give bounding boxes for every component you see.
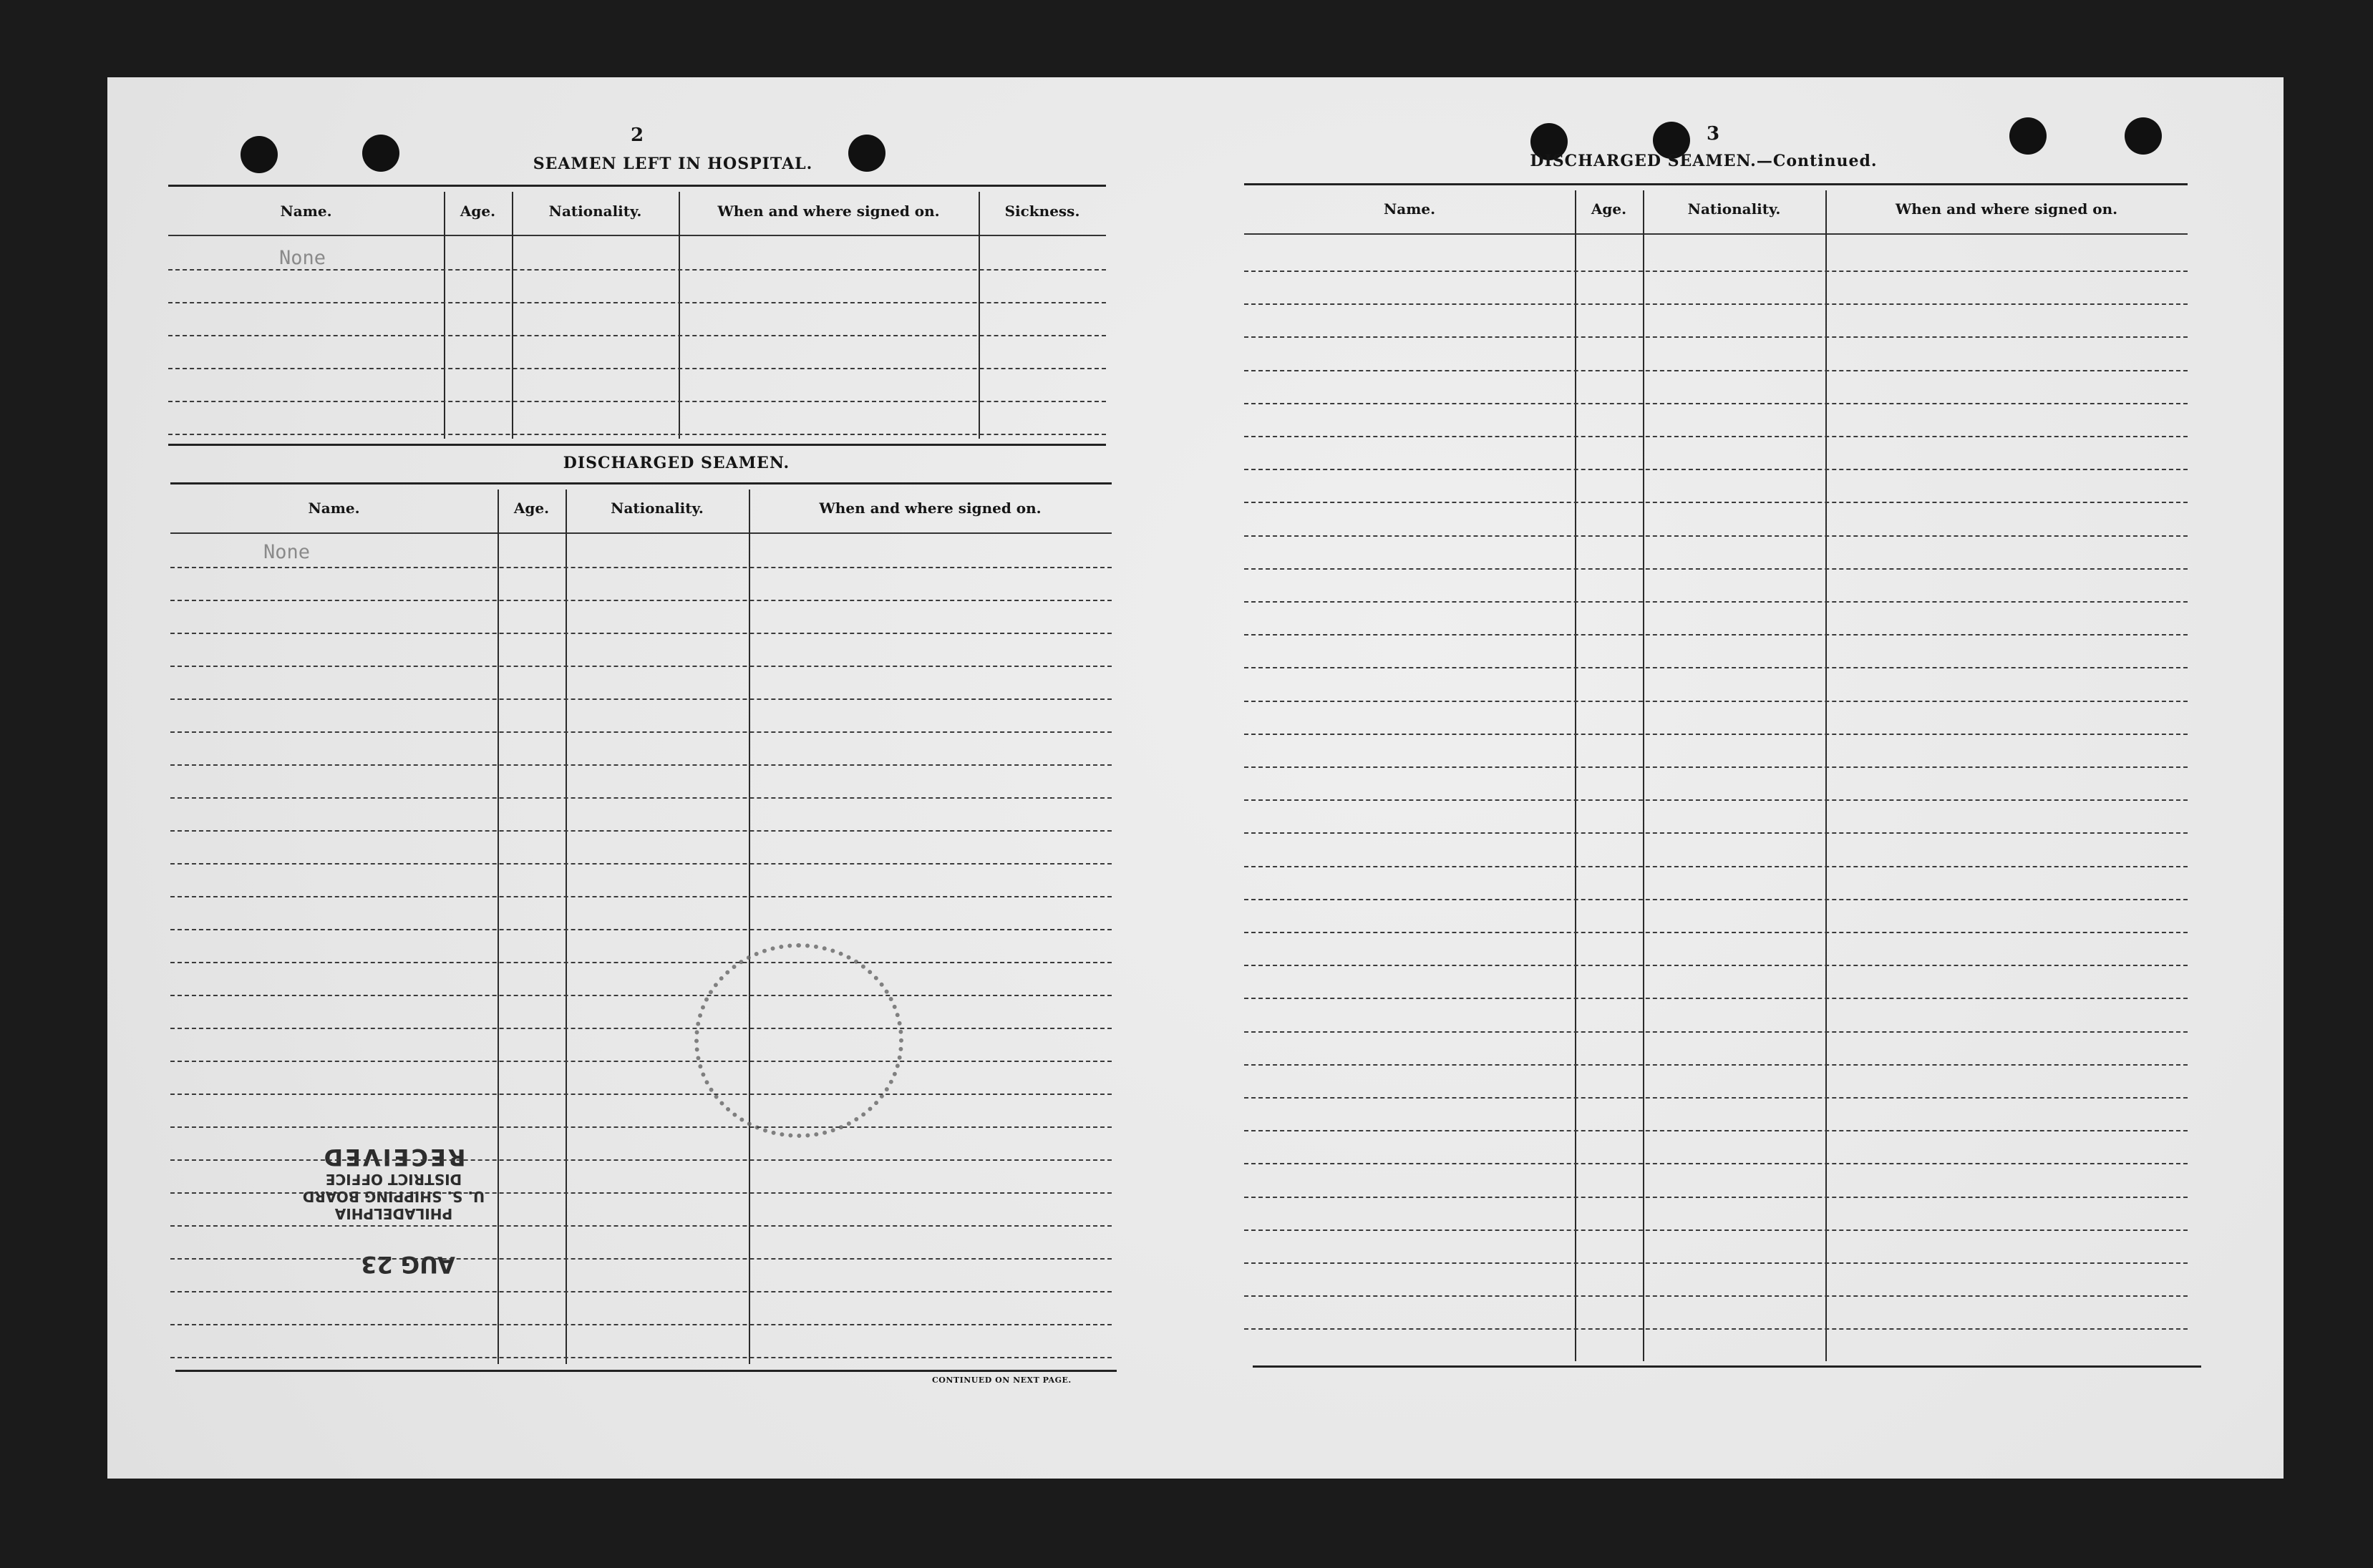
ruled-row-line bbox=[170, 797, 1112, 799]
ruled-row-line bbox=[170, 1061, 1112, 1062]
ruled-row-line bbox=[170, 1324, 1112, 1325]
ruled-row-line bbox=[170, 863, 1112, 865]
right-top-rule bbox=[1244, 183, 2188, 185]
stamp-line: RECEIVED bbox=[321, 1144, 466, 1171]
ruled-row-line bbox=[1244, 965, 2188, 966]
ruled-row-line bbox=[168, 434, 1106, 435]
ruled-row-line bbox=[170, 1126, 1112, 1128]
discharged-top-rule bbox=[170, 482, 1112, 484]
ruled-row-line bbox=[1244, 1197, 2188, 1198]
ruled-row-line bbox=[170, 830, 1112, 832]
stamp-line: DISTRICT OFFICE bbox=[325, 1171, 462, 1188]
faint-seal-stamp bbox=[694, 943, 903, 1138]
hospital-header-rule bbox=[168, 235, 1106, 236]
hospital-entry: None bbox=[279, 247, 326, 269]
ruled-row-line bbox=[170, 1291, 1112, 1292]
stamp-line: PHILADELPHIA bbox=[334, 1205, 453, 1222]
ruled-row-line bbox=[170, 731, 1112, 733]
hospital-col-signed-on: When and where signed on. bbox=[717, 203, 940, 220]
punch-hole bbox=[2009, 117, 2047, 155]
ruled-row-line bbox=[1244, 1328, 2188, 1330]
punch-hole bbox=[362, 135, 399, 172]
ruled-row-line bbox=[170, 600, 1112, 601]
continued-note: CONTINUED ON NEXT PAGE. bbox=[932, 1375, 1072, 1385]
ruled-row-line bbox=[170, 896, 1112, 897]
ruled-row-line bbox=[1244, 1295, 2188, 1297]
document-sheet bbox=[107, 77, 2284, 1479]
punch-hole bbox=[241, 136, 278, 173]
discharged-col-nationality: Nationality. bbox=[611, 500, 704, 517]
ruled-row-line bbox=[1244, 866, 2188, 867]
right-col-divider bbox=[1575, 190, 1576, 1361]
ruled-row-line bbox=[1244, 799, 2188, 801]
ruled-row-line bbox=[168, 302, 1106, 303]
ruled-row-line bbox=[1244, 766, 2188, 768]
ruled-row-line bbox=[1244, 667, 2188, 668]
ruled-row-line bbox=[1244, 932, 2188, 933]
ruled-row-line bbox=[170, 962, 1112, 963]
ruled-row-line bbox=[170, 1258, 1112, 1260]
hospital-section-title: SEAMEN LEFT IN HOSPITAL. bbox=[533, 155, 813, 173]
right-col-divider bbox=[1825, 190, 1827, 1361]
ruled-row-line bbox=[170, 698, 1112, 700]
right-col-divider bbox=[1643, 190, 1644, 1361]
ruled-row-line bbox=[1244, 568, 2188, 570]
ruled-row-line bbox=[1244, 271, 2188, 272]
ruled-row-line bbox=[170, 666, 1112, 667]
ruled-row-line bbox=[170, 1094, 1112, 1095]
hospital-col-sickness: Sickness. bbox=[1004, 203, 1080, 220]
right-col-signed-on: When and where signed on. bbox=[1895, 200, 2118, 218]
ruled-row-line bbox=[170, 633, 1112, 634]
ruled-row-line bbox=[170, 1225, 1112, 1227]
received-stamp bbox=[272, 1144, 515, 1222]
punch-hole bbox=[2125, 117, 2162, 155]
right-bottom-rule bbox=[1253, 1365, 2201, 1368]
right-col-name: Name. bbox=[1383, 200, 1436, 218]
ruled-row-line bbox=[168, 269, 1106, 271]
hospital-bottom-rule bbox=[168, 444, 1106, 446]
ruled-row-line bbox=[1244, 998, 2188, 999]
ruled-row-line bbox=[1244, 1097, 2188, 1099]
ruled-row-line bbox=[1244, 403, 2188, 404]
discharged-header-rule bbox=[170, 532, 1112, 534]
discharged-col-divider bbox=[749, 490, 750, 1364]
discharged-bottom-rule bbox=[175, 1370, 1117, 1372]
right-col-nationality: Nationality. bbox=[1687, 200, 1781, 218]
ruled-row-line bbox=[1244, 734, 2188, 735]
ruled-row-line bbox=[1244, 1229, 2188, 1231]
discharged-col-age: Age. bbox=[513, 500, 550, 517]
ruled-row-line bbox=[1244, 469, 2188, 470]
ruled-row-line bbox=[1244, 303, 2188, 305]
ruled-row-line bbox=[1244, 436, 2188, 437]
ruled-row-line bbox=[170, 1357, 1112, 1358]
ruled-row-line bbox=[1244, 634, 2188, 636]
ruled-row-line bbox=[1244, 601, 2188, 603]
ruled-row-line bbox=[1244, 899, 2188, 900]
ruled-row-line bbox=[1244, 1262, 2188, 1264]
discharged-entry: None bbox=[263, 541, 311, 563]
discharged-col-signed-on: When and where signed on. bbox=[819, 500, 1042, 517]
ruled-row-line bbox=[1244, 502, 2188, 503]
ruled-row-line bbox=[168, 401, 1106, 402]
discharged-col-divider bbox=[498, 490, 499, 1364]
right-header-rule bbox=[1244, 233, 2188, 235]
ruled-row-line bbox=[1244, 535, 2188, 537]
right-col-age: Age. bbox=[1591, 200, 1627, 218]
ruled-row-line bbox=[168, 335, 1106, 336]
ruled-row-line bbox=[1244, 1163, 2188, 1164]
discharged-section-title: DISCHARGED SEAMEN. bbox=[563, 454, 790, 472]
ruled-row-line bbox=[1244, 701, 2188, 702]
right-page-number: 3 bbox=[1706, 123, 1720, 145]
ruled-row-line bbox=[1244, 1031, 2188, 1033]
hospital-col-nationality: Nationality. bbox=[548, 203, 642, 220]
ruled-row-line bbox=[1244, 336, 2188, 338]
ruled-row-line bbox=[1244, 370, 2188, 371]
hospital-col-name: Name. bbox=[280, 203, 332, 220]
right-section-title: DISCHARGED SEAMEN.—Continued. bbox=[1530, 152, 1878, 170]
ruled-row-line bbox=[170, 1192, 1112, 1194]
ruled-row-line bbox=[170, 995, 1112, 996]
ruled-row-line bbox=[170, 929, 1112, 930]
ruled-row-line bbox=[1244, 832, 2188, 834]
ruled-row-line bbox=[168, 368, 1106, 369]
hospital-col-age: Age. bbox=[460, 203, 496, 220]
left-page-number: 2 bbox=[630, 125, 644, 146]
ruled-row-line bbox=[1244, 1130, 2188, 1131]
punch-hole bbox=[848, 135, 885, 172]
stamp-line: U. S. SHIPPING BOARD bbox=[302, 1188, 485, 1205]
ruled-row-line bbox=[170, 567, 1112, 568]
ruled-row-line bbox=[1244, 1064, 2188, 1066]
discharged-col-divider bbox=[566, 490, 567, 1364]
ruled-row-line bbox=[170, 764, 1112, 766]
stamp-date: AUG 23 bbox=[361, 1251, 455, 1278]
ruled-row-line bbox=[170, 1159, 1112, 1161]
hospital-top-rule bbox=[168, 185, 1106, 187]
discharged-col-name: Name. bbox=[308, 500, 360, 517]
ruled-row-line bbox=[170, 1028, 1112, 1029]
